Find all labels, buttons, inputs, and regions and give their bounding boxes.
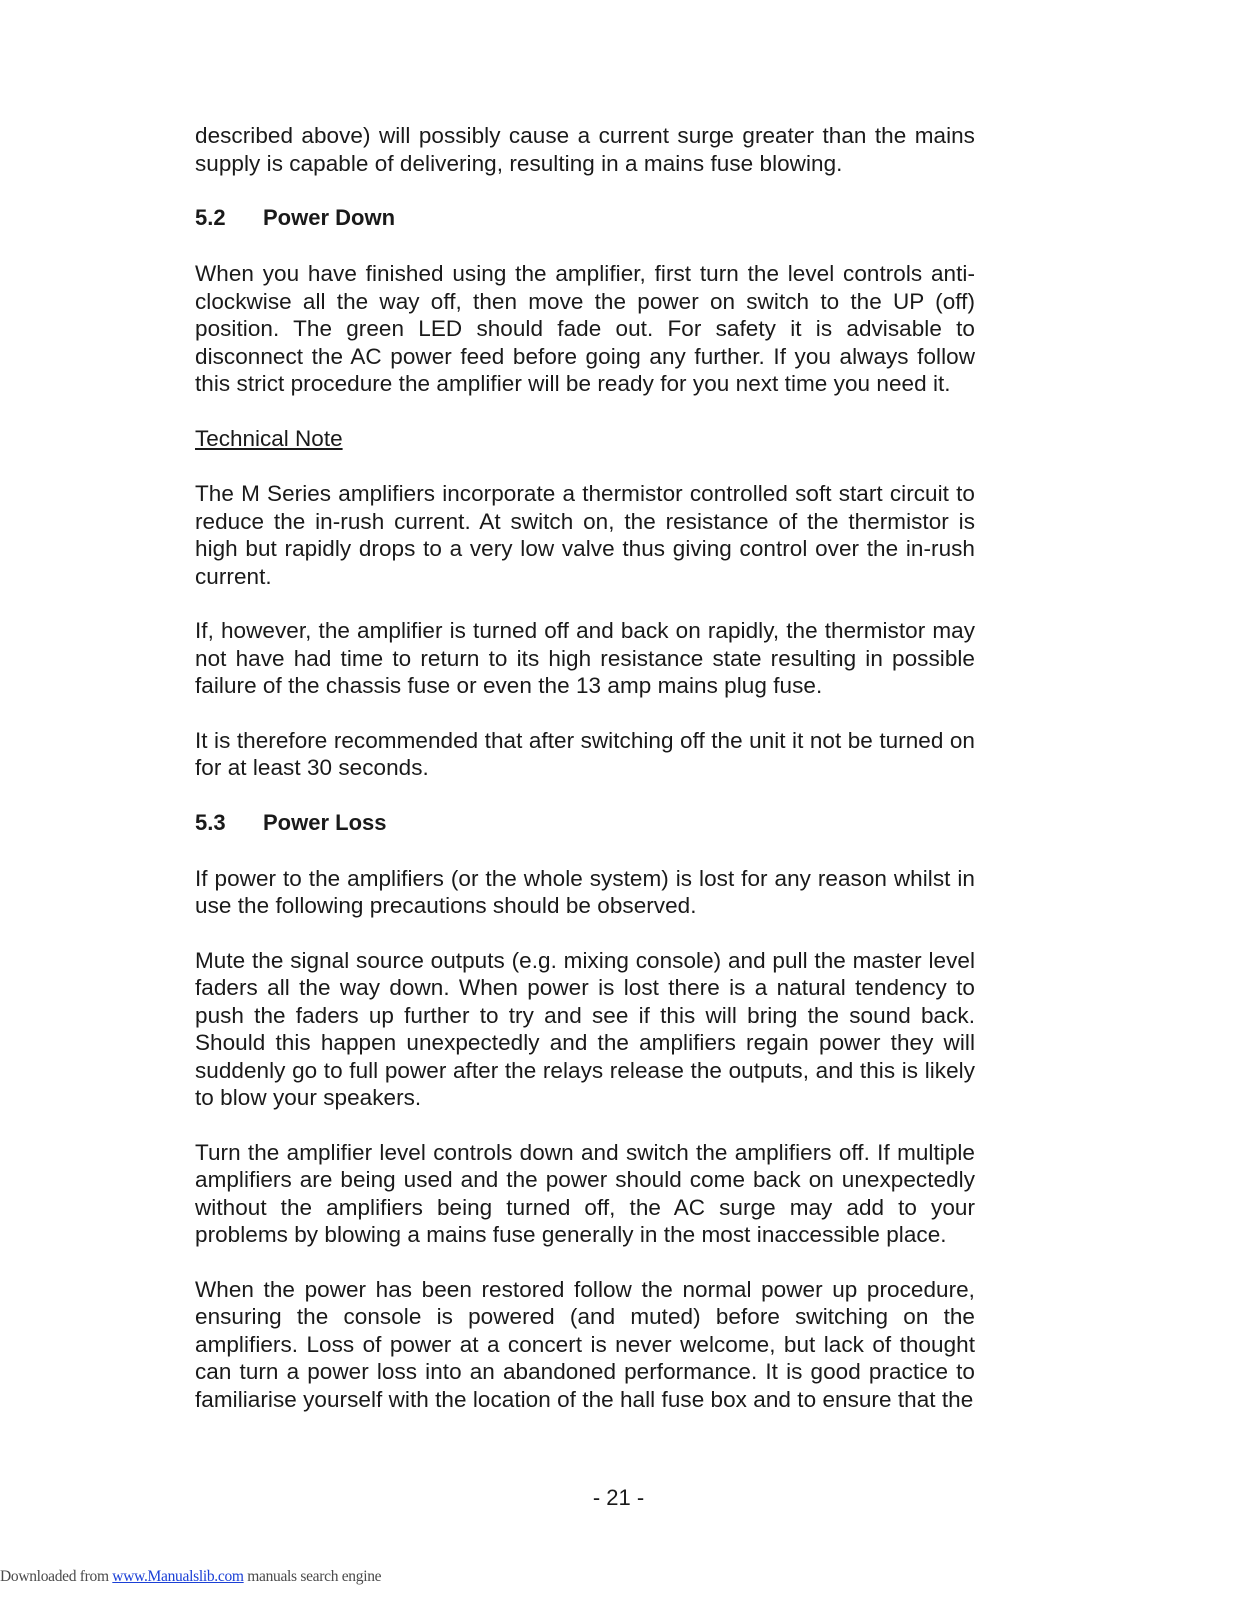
- manualslib-link[interactable]: www.Manualslib.com: [112, 1568, 244, 1585]
- power-loss-paragraph-4: When the power has been restored follow the normal power up procedure, ensuring the console is powered (and muted) before switching on the amplifiers. Loss of power at a concert is never welcome, but lack of thought can turn a power loss into an abandoned performance. It is good practice to familiarise yourself with the location of the hall fuse box and to ensure that the: [195, 1276, 975, 1412]
- power-down-paragraph: When you have finished using the amplifier, first turn the level controls anti-clockwise all the way off, then move the power on switch to the UP (off) position. The green LED should fade out. For safety it is advisable to disconnect the AC power feed before going any further. If you always follow this strict procedure the amplifier will be ready for you next time you need it.: [195, 261, 975, 396]
- footer-suffix: manuals search engine: [243, 1568, 382, 1585]
- section-title: Power Loss: [263, 809, 387, 835]
- section-number: 5.2: [195, 205, 226, 230]
- technical-note-paragraph-1: The M Series amplifiers incorporate a thermistor controlled soft start circuit to reduce the in-rush current. At switch on, the resistance of the thermistor is high but rapidly drops to a very low valve thus giving control over the in-rush current.: [195, 481, 975, 589]
- section-number: 5.3: [195, 809, 226, 835]
- section-heading-power-down: [195, 204, 975, 231]
- power-loss-paragraph-1: If power to the amplifiers (or the whole system) is lost for any reason whilst in use the following precautions should be observed.: [195, 865, 975, 918]
- section-heading-power-loss: [195, 809, 975, 836]
- power-loss-paragraph-3: Turn the amplifier level controls down and switch the amplifiers off. If multiple amplifiers are being used and the power should come back on unexpectedly without the amplifiers being turned off, the AC surge may add to your problems by blowing a mains fuse generally in the most inaccessible place.: [195, 1139, 975, 1247]
- page-content: [195, 122, 975, 1413]
- download-footer: [0, 1568, 381, 1586]
- technical-note-label: Technical Note: [195, 425, 343, 451]
- intro-paragraph: described above) will possibly cause a current surge greater than the mains supply is capable of delivering, resulting in a mains fuse blowing.: [195, 123, 975, 176]
- technical-note-paragraph-2: If, however, the amplifier is turned off and back on rapidly, the thermistor may not have had time to return to its high resistance state resulting in possible failure of the chassis fuse or even the 13 amp mains plug fuse.: [195, 618, 975, 698]
- page-number: - 21 -: [592, 1485, 645, 1510]
- power-loss-paragraph-2: Mute the signal source outputs (e.g. mixing console) and pull the master level faders all the way down. When power is lost there is a natural tendency to push the faders up further to try and see if this will bring the sound back. Should this happen unexpectedly and the amplifiers regain power they will suddenly go to full power after the relays release the outputs, and this is likely to blow your speakers.: [195, 947, 975, 1110]
- footer-prefix: Downloaded from: [0, 1568, 113, 1585]
- technical-note-paragraph-3: It is therefore recommended that after switching off the unit it not be turned on for at least 30 seconds.: [195, 727, 975, 780]
- section-title: Power Down: [263, 205, 396, 230]
